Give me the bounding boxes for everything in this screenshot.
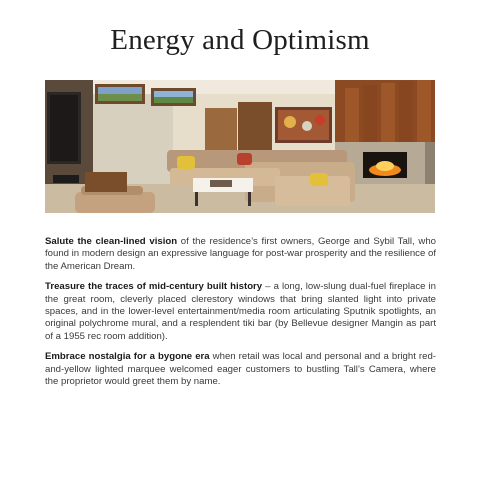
article-body	[45, 236, 436, 396]
text-history: – a long, low-slung dual-fuel fireplace in the great room, cleverly placed clerestory windows that bring slanted light into private spaces, and in the lower-level entertainment/media room articulating Sputnik spotlights, an original polychrome mural, and a resplendent tiki bar (by Bellevue designer Mangin as part of a 1955 rec room addition).	[45, 281, 436, 342]
room-photo	[45, 80, 435, 213]
text-vision: of the residence’s first owners, George and Sybil Tall, who found in modern design an expressive language for post-war prosperity and the resilience of the American Dream.	[45, 236, 436, 272]
paragraph-nostalgia	[45, 351, 436, 388]
lead-vision: Salute the clean-lined vision	[45, 236, 178, 247]
lead-nostalgia: Embrace nostalgia for a bygone era	[45, 351, 210, 363]
page-title: Energy and Optimism	[110, 24, 370, 56]
paragraph-history	[45, 281, 436, 343]
text-nostalgia: when retail was local and personal and a bright red-and-yellow lighted marquee welcomed eager customers to bustling Tall’s Camera, where the proprietor would greet them by name.	[45, 351, 436, 388]
paragraph-vision	[45, 236, 436, 273]
lead-history: Treasure the traces of mid-century built history	[45, 281, 263, 293]
